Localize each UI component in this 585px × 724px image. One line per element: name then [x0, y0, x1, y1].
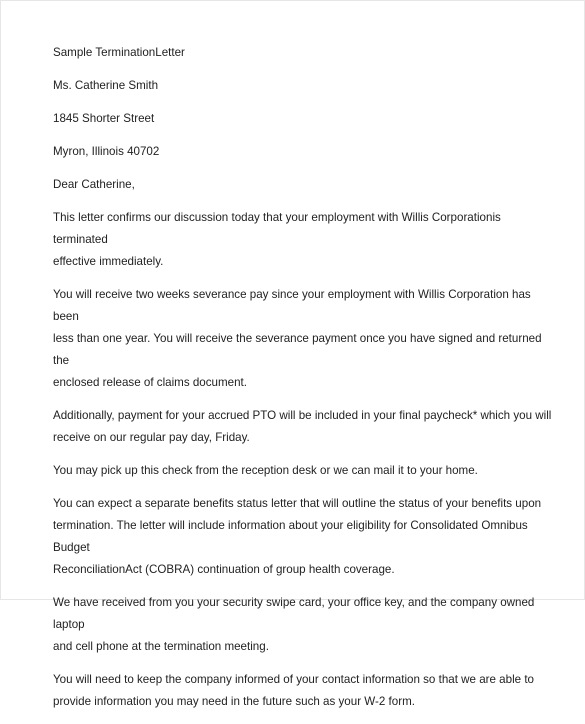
recipient-city: Myron, Illinois 40702 [53, 145, 160, 158]
paragraph-contact-info: You will need to keep the company informed of your contact information so that we are able to provide information you may need in the future such as your W-2 form. [53, 673, 534, 708]
paragraph-check-pickup: You may pick up this check from the reception desk or we can mail it to your home. [53, 464, 478, 477]
letter-title: Sample TerminationLetter [53, 46, 185, 59]
paragraph-pto: Additionally, payment for your accrued PTO will be included in your final paycheck* which you will receive on our regular pay day, Friday. [53, 409, 552, 444]
termination-letter [53, 42, 553, 724]
salutation: Dear Catherine, [53, 178, 135, 191]
paragraph-severance: You will receive two weeks severance pay since your employment with Willis Corporation has been less than one year. You will receive the severance payment once you have signed and returned the enclosed release of claims document. [53, 288, 542, 389]
paragraph-benefits: You can expect a separate benefits status letter that will outline the status of your benefits upon termination. The letter will include information about your eligibility for Consolidated Omnibus Budget ReconciliationAct (COBRA) continuation of group health coverage. [53, 497, 542, 576]
recipient-name: Ms. Catherine Smith [53, 79, 159, 92]
recipient-street: 1845 Shorter Street [53, 112, 155, 125]
paragraph-confirmation: This letter confirms our discussion today that your employment with Willis Corporationis terminated effective immediately. [53, 211, 501, 268]
paragraph-returned-items: We have received from you your security swipe card, your office key, and the company owned laptop and cell phone at the termination meeting. [53, 596, 535, 653]
